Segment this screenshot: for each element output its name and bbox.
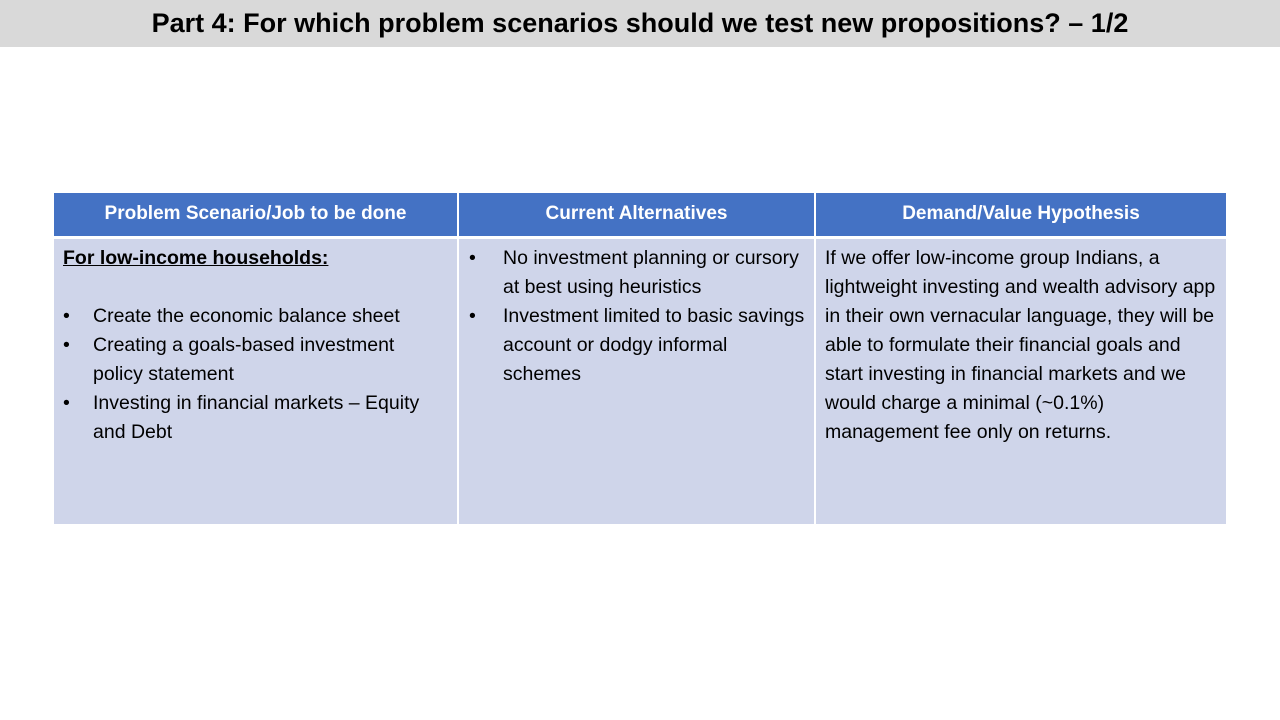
list-item: [63, 389, 448, 447]
header-demand-value-hypothesis: Demand/Value Hypothesis: [815, 193, 1226, 237]
list-item: [63, 302, 448, 331]
problem-bullet-list: [63, 302, 448, 447]
hypothesis-cell: [815, 237, 1226, 524]
problem-bullet-text: Create the economic balance sheet: [93, 304, 400, 327]
hypothesis-text: If we offer low-income group Indians, a lightweight investing and wealth advisory app in their own vernacular language, they will be able to formulate their financial goals and start investing in financial markets and we would charge a minimal (~0.1%) management fee only on returns.: [825, 246, 1216, 443]
slide-title: Part 4: For which problem scenarios should we test new propositions? – 1/2: [151, 8, 1129, 38]
spacer: [63, 273, 448, 302]
header-current-alternatives: Current Alternatives: [458, 193, 815, 237]
alternative-bullet-text: No investment planning or cursory at best using heuristics: [503, 246, 799, 298]
bullet-icon: •: [63, 304, 70, 327]
proposition-table: [54, 193, 1226, 524]
bullet-icon: •: [469, 304, 476, 327]
list-item: [468, 302, 805, 389]
bullet-icon: •: [63, 391, 70, 414]
problem-heading: For low-income households:: [63, 246, 329, 269]
table-header-row: [54, 193, 1226, 237]
problem-bullet-text: Creating a goals-based investment policy statement: [93, 333, 395, 385]
title-bar: [0, 0, 1280, 47]
table-row: [54, 237, 1226, 524]
list-item: [468, 244, 805, 302]
alternative-bullet-text: Investment limited to basic savings account or dodgy informal schemes: [503, 304, 805, 385]
header-problem-scenario: Problem Scenario/Job to be done: [54, 193, 458, 237]
bullet-icon: •: [63, 333, 70, 356]
current-alternatives-cell: [458, 237, 815, 524]
bullet-icon: •: [469, 246, 476, 269]
problem-bullet-text: Investing in financial markets – Equity and Debt: [93, 391, 420, 443]
problem-scenario-cell: [54, 237, 458, 524]
list-item: [63, 331, 448, 389]
alternatives-bullet-list: [468, 244, 805, 389]
